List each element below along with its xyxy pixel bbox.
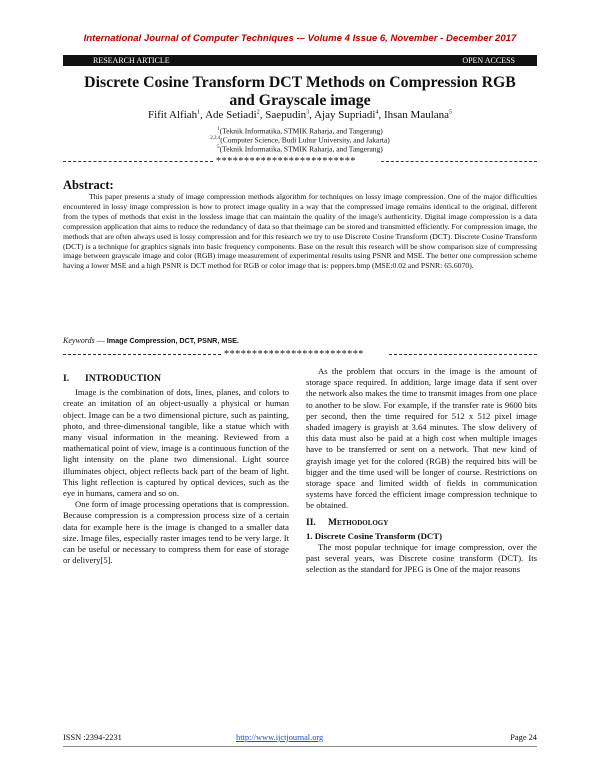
section-heading-introduction: I. INTRODUCTION [63,374,162,384]
separator-stars: ************************* [216,156,356,167]
paper-title-line1: Discrete Cosine Transform DCT Methods on Compression RGB [84,74,516,91]
keywords-value: Image Compression, DCT, PSNR, MSE. [106,336,239,345]
separator-top [63,156,537,168]
intro-paragraph-1: Image is the combination of dots, lines, planes, and colors to create an imitation of an object-usually a physical or human object. Image can be a two dimensional picture, such as painting, photo, and three-dimensional tangible, like a statue which with many visual information in the meaning. Reviewed from a mathematical point of view, image is a continuous function of the light intensity on the plane two dimensional. Light source illuminates object, object reflects back part of the beam of light. This light reflection is captured by optical devices, such as the eye in humans, camera and so on. [63,387,289,499]
author-name: Fifit Alfiah$^1$, [147,109,206,121]
abstract-heading: Abstract: [63,178,114,192]
keywords [63,336,537,345]
intro-paragraph-2: One form of image processing operations that is compression. Because compression is a compression process size of a certain data for example here is the image is changed to a smaller data size. Image files, especially raster images tend to be very large. It can be useful or necessary to compress them for ease of storage or delivery[5]. [63,499,289,566]
affiliation-1: $^1$(Teknik Informatika, STMIK Raharja, and Tangerang) [217,126,383,136]
keywords-label: Keywords [63,336,95,345]
section-heading-methodology: II. Methodology [306,517,389,528]
author-name: Saepudin$^3$, [265,109,315,121]
author-name: Ihsan Maulana$^5$ [383,109,453,121]
left-column [63,374,289,566]
article-type-label: RESEARCH ARTICLE [93,56,170,65]
author-name: Ade Setiadi$^2$, [205,109,266,121]
abstract-text: This paper presents a study of image compression methods algorithm for techniques on lossy image compression. One of the major difficulties encountered in lossy image compression is how to protect image quality in a way that the compressed image remains identical to the original, different from the types of methods that exist in the lossless image that can maintain the quality of the image's authenticity. Digital image compression is a data compression application that aims to reduce the redundancy of data so that theimage can be stored and transmitted efficiently. For compression image, the methods that are often always used is lossy compression and for this research we try to use Discrete Cosine Transform (DCT). Discrete Cosine Transform (DCT) is a technique for graphics signals into basic frequency components. Base on the result this research will be show comparison size of compressing image between grayscale image and color (RGB) image measurement of experimental results using PSNR and MSE. The better one compression scheme having a lower MSE and a high PSNR is DCT method for RGB or color image that is: peppers.bmp (MSE:0.02 and PSNR: 65.6070). [63,192,537,271]
author-list [63,109,537,121]
page-footer [63,733,537,745]
keywords-separator: — [94,336,107,345]
separator-stars: ************************* [224,349,364,360]
footer-issn: ISSN :2394-2231 [63,733,122,742]
article-type-bar [63,55,537,66]
footer-page-number: Page 24 [510,733,537,742]
affiliation-2: $^{2,3,4}$(Computer Science, Budi Luhur University, and Jakarta) [210,135,390,145]
journal-header: International Journal of Computer Techniques -– Volume 4 Issue 6, November - December 2017 [83,33,517,44]
footer-journal-link[interactable]: http://www.ijctjournal.org [236,733,324,742]
footer-rule [63,746,537,747]
affiliation-3: $^5$(Teknik Informatika, STMIK Raharja, and Tangerang) [217,144,383,154]
paper-title-line2: and Grayscale image [229,92,371,109]
right-column [306,366,537,576]
separator-bottom [63,349,537,361]
paper-title [63,74,537,110]
author-name: Ajay Supriadi$^4$, [314,109,384,121]
storage-paragraph: As the problem that occurs in the image is the amount of storage space required. In addition, large image data if sent over the network also makes the time to transmit images from one place to another to be slow. For example, if the transfer rate is 9600 bits per second, then the time required for 512 x 512 pixel image shaded imagery is grayish at 3.64 minutes. The slow delivery of this data must also be paid at a high cost when multiple images have to be transferred or sent on a network. That new kind of grayish image yet for the colored (RGB) the required bits will be bigger and the time used will be longer of course. Restrictions on storage space and limited width of fields in communication systems have forced the efficient image compression technique to be obtained. [306,366,537,511]
access-type-label: OPEN ACCESS [462,56,515,65]
dct-paragraph: The most popular technique for image compression, over the past several years, was Discrete cosine transform (DCT). Its selection as the standard for JPEG is One of the major reasons [306,542,537,575]
subsection-heading-dct: 1. Discrete Cosine Transform (DCT) [306,530,443,541]
